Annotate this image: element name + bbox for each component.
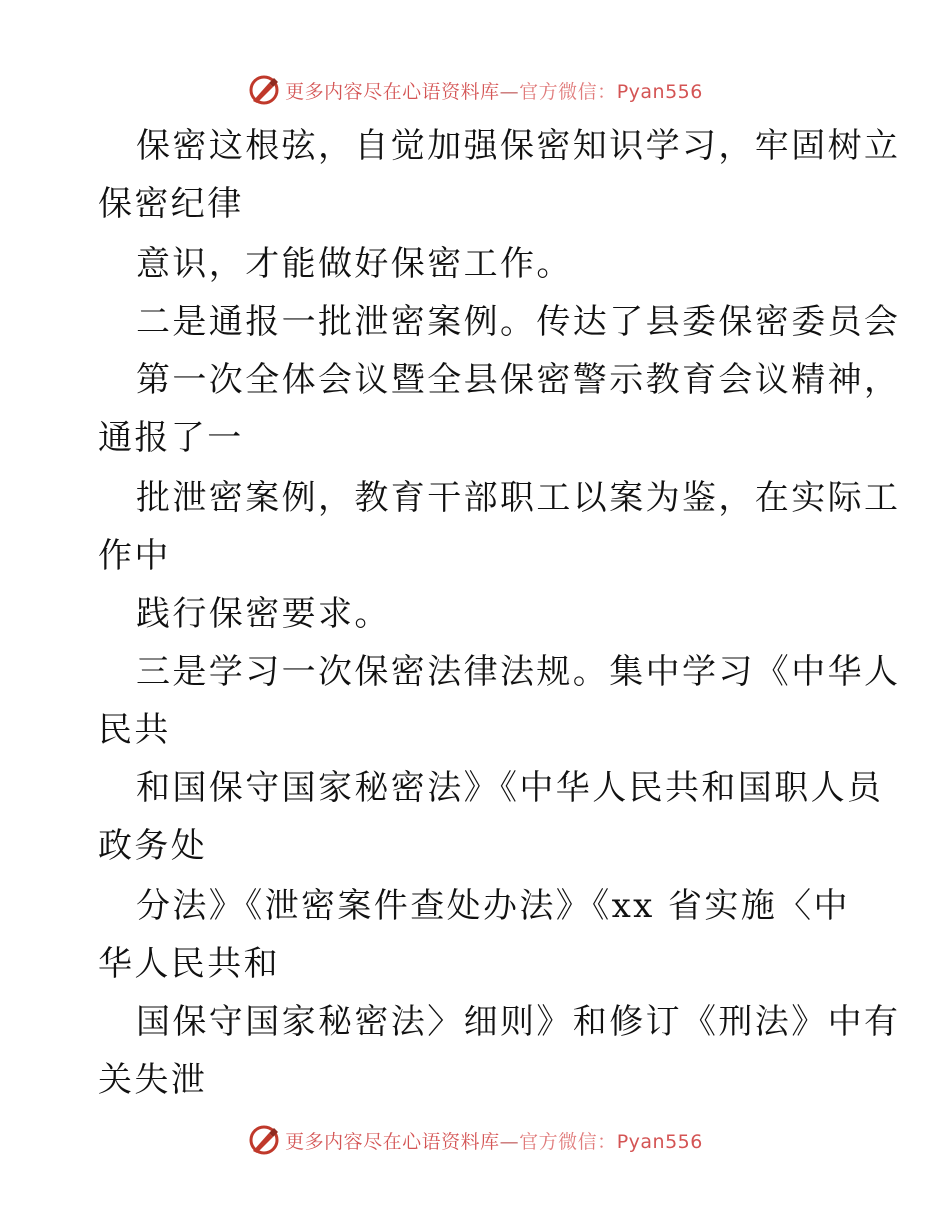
text-line: 三是学习一次保密法律法规。集中学习《中华人	[136, 652, 901, 692]
text-line: 关失泄	[98, 1060, 208, 1100]
text-line: 保密这根弦，自觉加强保密知识学习，牢固树立	[136, 126, 901, 166]
pen-logo-icon	[247, 73, 281, 107]
text-line: 分法》《泄密案件查处办法》《xx 省实施〈中	[136, 886, 850, 926]
text-line: 二是通报一批泄密案例。传达了县委保密委员会	[136, 302, 901, 342]
text-line: 第一次全体会议暨全县保密警示教育会议精神，	[136, 360, 901, 400]
text-line: 意识，才能做好保密工作。	[136, 244, 573, 284]
text-line: 保密纪律	[98, 184, 244, 224]
text-line: 政务处	[98, 826, 208, 866]
text-line: 通报了一	[98, 418, 244, 458]
watermark-text: 更多内容尽在心语资料库—官方微信：Pyan556	[285, 80, 703, 103]
text-line: 和国保守国家秘密法》《中华人民共和国职人员	[136, 768, 884, 808]
text-line: 华人民共和	[98, 944, 280, 984]
watermark-footer	[0, 1122, 950, 1158]
text-line: 作中	[98, 536, 171, 576]
text-line: 国保守国家秘密法〉细则》和修订《刑法》中有	[136, 1002, 901, 1042]
text-line: 批泄密案例，教育干部职工以案为鉴，在实际工	[136, 478, 901, 518]
text-line: 民共	[98, 710, 171, 750]
pen-logo-icon	[247, 1123, 281, 1157]
watermark-text: 更多内容尽在心语资料库—官方微信：Pyan556	[285, 1130, 703, 1153]
watermark-header	[0, 72, 950, 108]
text-line: 践行保密要求。	[136, 594, 391, 634]
